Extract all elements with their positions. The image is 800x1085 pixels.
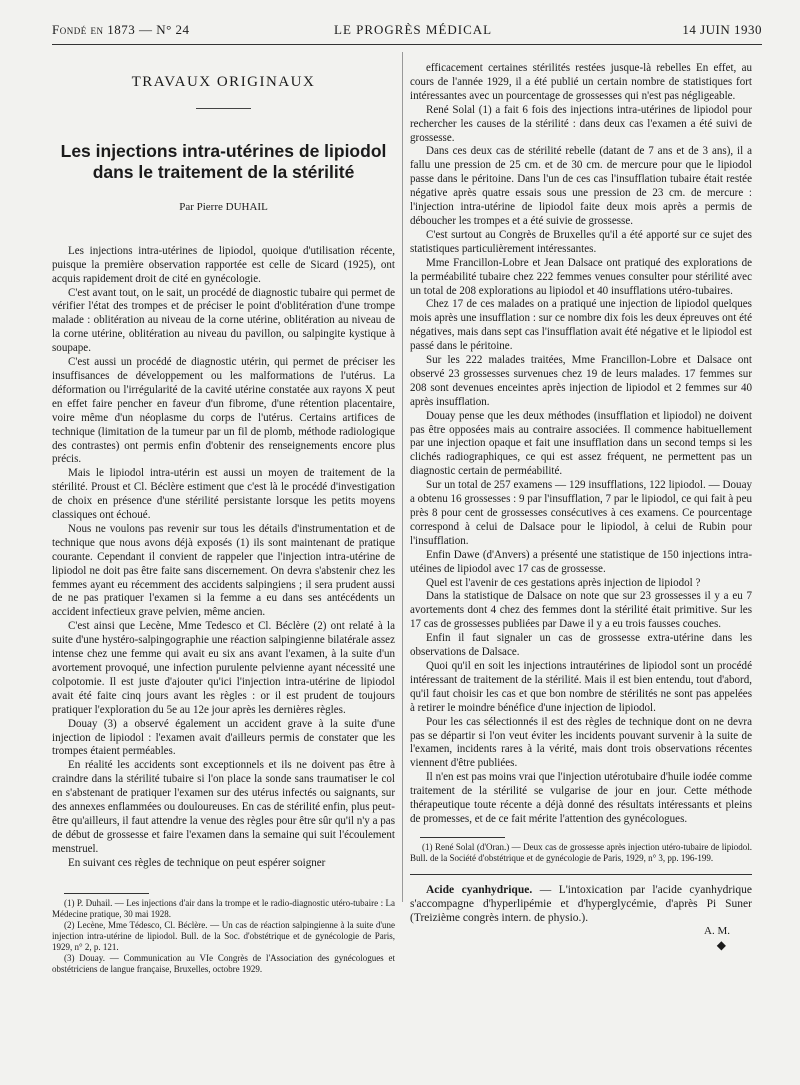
- column-divider: [402, 52, 403, 902]
- paragraph: Pour les cas sélectionnés il est des règles de technique dont on ne devra pas se départir si l'on veut éviter les incidents pouvant survenir à la suite de l'examen, incidents rares à la vérité, mais dont trois observations récentes viennent d'être publiées.: [410, 715, 752, 770]
- paragraph: Sur un total de 257 examens — 129 insufflations, 122 lipiodol. — Douay a obtenu 16 grossesses : 9 par l'insufflation, 7 par le lipiodol, ce qui fait à peu près 8 pour cent de grossesses consécutives à ces examens. Ce pourcentage correspond à celui de Dalsace pour le lipiodol, à celui de Rubin pour l'insufflation.: [410, 479, 752, 547]
- short-note-heading: Acide cyanhydrique.: [426, 883, 533, 896]
- paragraph: Mais le lipiodol intra-utérin est aussi un moyen de traitement de la stérilité. Proust et Cl. Béclère estiment que c'est là le procédé d'investigation de choix en présence d'une stérilité persistante lorsque les petits moyens classiques ont échoué.: [52, 467, 395, 522]
- right-column: [410, 62, 752, 953]
- paragraph: Sur les 222 malades traitées, Mme Francillon-Lobre et Dalsace ont observé 23 grossesses survenues chez 19 de leurs malades. 17 femmes sur 208 sont devenues enceintes après injection de lipiodol et 2 femmes sur 40 après insufflation.: [410, 354, 752, 408]
- paragraph: Mme Francillon-Lobre et Jean Dalsace ont pratiqué des explorations de la perméabilité tubaire chez 222 femmes venues consulter pour stérilité avec un total de 208 explorations au lipiodol et 40 insufflations utéro-tubaires.: [410, 256, 752, 297]
- footnote-rule: [64, 893, 149, 894]
- footnote: (2) Lecène, Mme Tédesco, Cl. Béclère. — Un cas de réaction salpingienne à la suite d'une injection intra-utérine de lipiodol. Bull. de la Soc. d'obstétrique et de gynécologie de Paris, 1929, n° 2, p. 121.: [52, 919, 395, 952]
- paragraph: C'est aussi un procédé de diagnostic utérin, qui permet de préciser les insuffisances de développement ou les malformations de l'utérus. La déformation ou l'irrégularité de la cavité utérine constatée aux rayons X peut en effet faire pencher en faveur d'un fibrome, d'une rétention placentaire, voire même d'un néoplasme du corps de l'utérus. Certains artifices de technique (limitation de la tumeur par un fil de plomb, méthode radiologique des contrastes) ont permis enfin d'obtenir des renseignements encore plus précis.: [52, 356, 395, 466]
- paragraph: Chez 17 de ces malades on a pratiqué une injection de lipiodol quelques mois après une insufflation : sur ce nombre dix fois les deux épreuves ont été négatives, mais dans sept cas l'insufflation avait été négative et le lipiodol est passé dans le péritoine.: [410, 298, 752, 353]
- right-footnote: [410, 842, 752, 864]
- journal-title: LE PROGRÈS MÉDICAL: [334, 22, 493, 37]
- short-note-text: — L'intoxication par l'acide cyanhydrique s'accompagne d'hyperlipémie et d'hyperglycémie, d'après Pi Suner (Treizième congrès intern. de physio.).: [410, 883, 753, 924]
- paragraph: Dans la statistique de Dalsace on note que sur 23 grossesses il y a eu 7 avortements dont 4 chez des femmes dont la stérilité était primitive. Sur les 17 cas de grossesses publiées par Dawe il y a eu trois fausses couches.: [410, 590, 752, 631]
- header-founding: Fondé en 1873 — N° 24: [52, 22, 190, 37]
- left-body-text: [52, 245, 395, 871]
- paragraph: Il n'en est pas moins vrai que l'injection utérotubaire d'huile iodée comme traitement de la stérilité se vulgarise de jour en jour. Cette méthode thérapeutique toute récente a déjà donné des résultats intéressants et pleins de promesses, et de ce fait mérite l'attention des gynécologues.: [410, 771, 752, 825]
- running-header: [52, 22, 762, 40]
- paragraph: Les injections intra-utérines de lipiodol, quoique d'utilisation récente, puisque la première observation rapportée est celle de Sicard (1925), ont acquis rapidement droit de cité en gynécologie.: [52, 244, 395, 285]
- paragraph: C'est ainsi que Lecène, Mme Tedesco et Cl. Béclère (2) ont relaté à la suite d'une hystéro-salpingographie une réaction salpingienne bilatérale assez intense chez une femme qui avait eu six ans avant l'examen, à la suite d'un avortement provoqué, une infection purulente pelvienne ayant nécessité une colpotomie. Il est juste d'ajouter qu'ici l'injection intra-utérine de lipiodol avait été faite cinq jours avant les règles : or il est prudent de toujours pratiquer l'exploration du 5e au 12e jour après les dernières règles.: [52, 620, 395, 716]
- paragraph: Quoi qu'il en soit les injections intrautérines de lipiodol sont un procédé intéressant de traitement de la stérilité. Mais il est bien entendu, tout d'abord, qu'il faut choisir les cas et que bon nombre de stérilités ne sont pas appelées à retirer le moindre bénéfice d'une injection de lipiodol.: [410, 659, 752, 714]
- paragraph: En réalité les accidents sont exceptionnels et ils ne doivent pas être à craindre dans la stérilité tubaire si l'on place la sonde sans traumatiser le col en s'abstenant de pratiquer l'examen sur des utérus infectés ou saignants, sur des annexes enflammées ou douloureuses. En cas de stérilité enfin, plus peut-être qu'ailleurs, il faut attendre la venue des règles pour être sûr qu'il n'y a pas de début de grossesse et faire l'examen dans la semaine qui suit l'écoulement menstruel.: [52, 759, 395, 855]
- left-column: [52, 62, 395, 975]
- footnote: (3) Douay. — Communication au VIe Congrès de l'Association des gynécologues et obstétriciens de langue française, Bruxelles, octobre 1929.: [52, 952, 395, 974]
- article-byline: Par Pierre DUHAIL: [179, 200, 268, 213]
- paragraph: Enfin Dawe (d'Anvers) a présenté une statistique de 150 injections intra-utéines de lipiodol avec 17 cas de grossesse.: [410, 548, 752, 575]
- paragraph: Enfin il faut signaler un cas de grossesse extra-utérine dans les observations de Dalsace.: [410, 632, 752, 659]
- paragraph: Douay (3) a observé également un accident grave à la suite d'une injection de lipiodol : l'examen avait d'ailleurs permis de constater que les trompes étaient perméables.: [52, 717, 395, 758]
- header-rule: [52, 44, 762, 45]
- right-body-text: [410, 62, 752, 827]
- footnote-rule-right: [420, 837, 505, 838]
- section-heading: TRAVAUX ORIGINAUX: [131, 74, 316, 90]
- footnote: (1) René Solal (d'Oran.) — Deux cas de grossesse après injection utéro-tubaire de lipiodol. Bull. de la Société d'obstétrique et de gynécologie de Paris, 1929, n° 3, pp. 196-199.: [410, 841, 752, 863]
- paragraph: Nous ne voulons pas revenir sur tous les détails d'instrumentation et de technique que nous avons déjà exposés (1) ils sont maintenant de pratique courante. Cependant il convient de rappeler que l'injection intra-utérine de lipiodol ne doit pas être faite sans discernement. On devra s'abstenir chez les femmes ayant eu récemment des accidents salpingiens ; il sera prudent aussi de ne pas pratiquer l'examen si la femme a eu dans ses antécédents un accident infectieux grave pelvien, même ancien.: [52, 522, 395, 619]
- paragraph: Douay pense que les deux méthodes (insufflation et lipiodol) ne doivent pas être opposées mais au contraire associées. Il commence habituellement par une injection opaque et fait une insufflation dans un second temps si les clichés radiographiques, ce qui est assez fréquent, ne permettent pas un diagnostic certain de perméabilité.: [410, 409, 752, 478]
- short-note: [410, 883, 752, 925]
- section-rule: [196, 108, 251, 109]
- paragraph: C'est surtout au Congrès de Bruxelles qu'il a été apporté sur ce sujet des statistiques particulièrement intéressantes.: [410, 228, 752, 255]
- note-separator: [410, 874, 752, 875]
- paragraph: René Solal (1) a fait 6 fois des injections intra-utérines de lipiodol pour rechercher les causes de la stérilité : dans deux cas l'examen a été suivi de grossesse.: [410, 103, 752, 144]
- article-title: Les injections intra-utérines de lipiodol dans le traitement de la stérilité: [60, 140, 387, 182]
- footnote: (1) P. Duhail. — Les injections d'air dans la trompe et le radio-diagnostic utéro-tubaire : La Médecine pratique, 30 mai 1928.: [52, 897, 395, 919]
- paragraph: Quel est l'avenir de ces gestations après injection de lipiodol ?: [426, 576, 701, 589]
- paragraph: Dans ces deux cas de stérilité rebelle (datant de 7 ans et de 3 ans), il a fallu une pression de 25 cm. et de 30 cm. de mercure pour que le lipiodol passe dans le péritoine. Dans l'un de ces cas l'insufflation tubaire était restée négative après quatre essais sous une pression de 23 cm. de mercure : l'injection intra-utérine de lipiodol faite deux mois après a permis de déboucher les trompes et a été suivie de grossesse.: [410, 145, 752, 227]
- left-footnotes: [52, 898, 395, 975]
- note-signature: A. M.: [704, 924, 730, 937]
- paragraph: En suivant ces règles de technique on peut espérer soigner: [68, 856, 326, 869]
- paragraph: C'est avant tout, on le sait, un procédé de diagnostic tubaire qui permet de vérifier l'état des trompes et de préciser le point d'oblitération d'une trompe malade : oblitération au niveau de la corne utérine, oblitération au niveau de la corne utérine, oblitération au niveau du pavillon, ou salpingite kystique à soupape.: [52, 286, 395, 355]
- paragraph: efficacement certaines stérilités restées jusque-là rebelles En effet, au cours de l'année 1929, il a été publié un certain nombre de statistiques fort intéressantes avec un pourcentage de grossesses qui n'est pas négligeable.: [410, 62, 752, 102]
- ornament-diamond-icon: ◆: [716, 937, 726, 952]
- header-date: 14 JUIN 1930: [682, 22, 762, 37]
